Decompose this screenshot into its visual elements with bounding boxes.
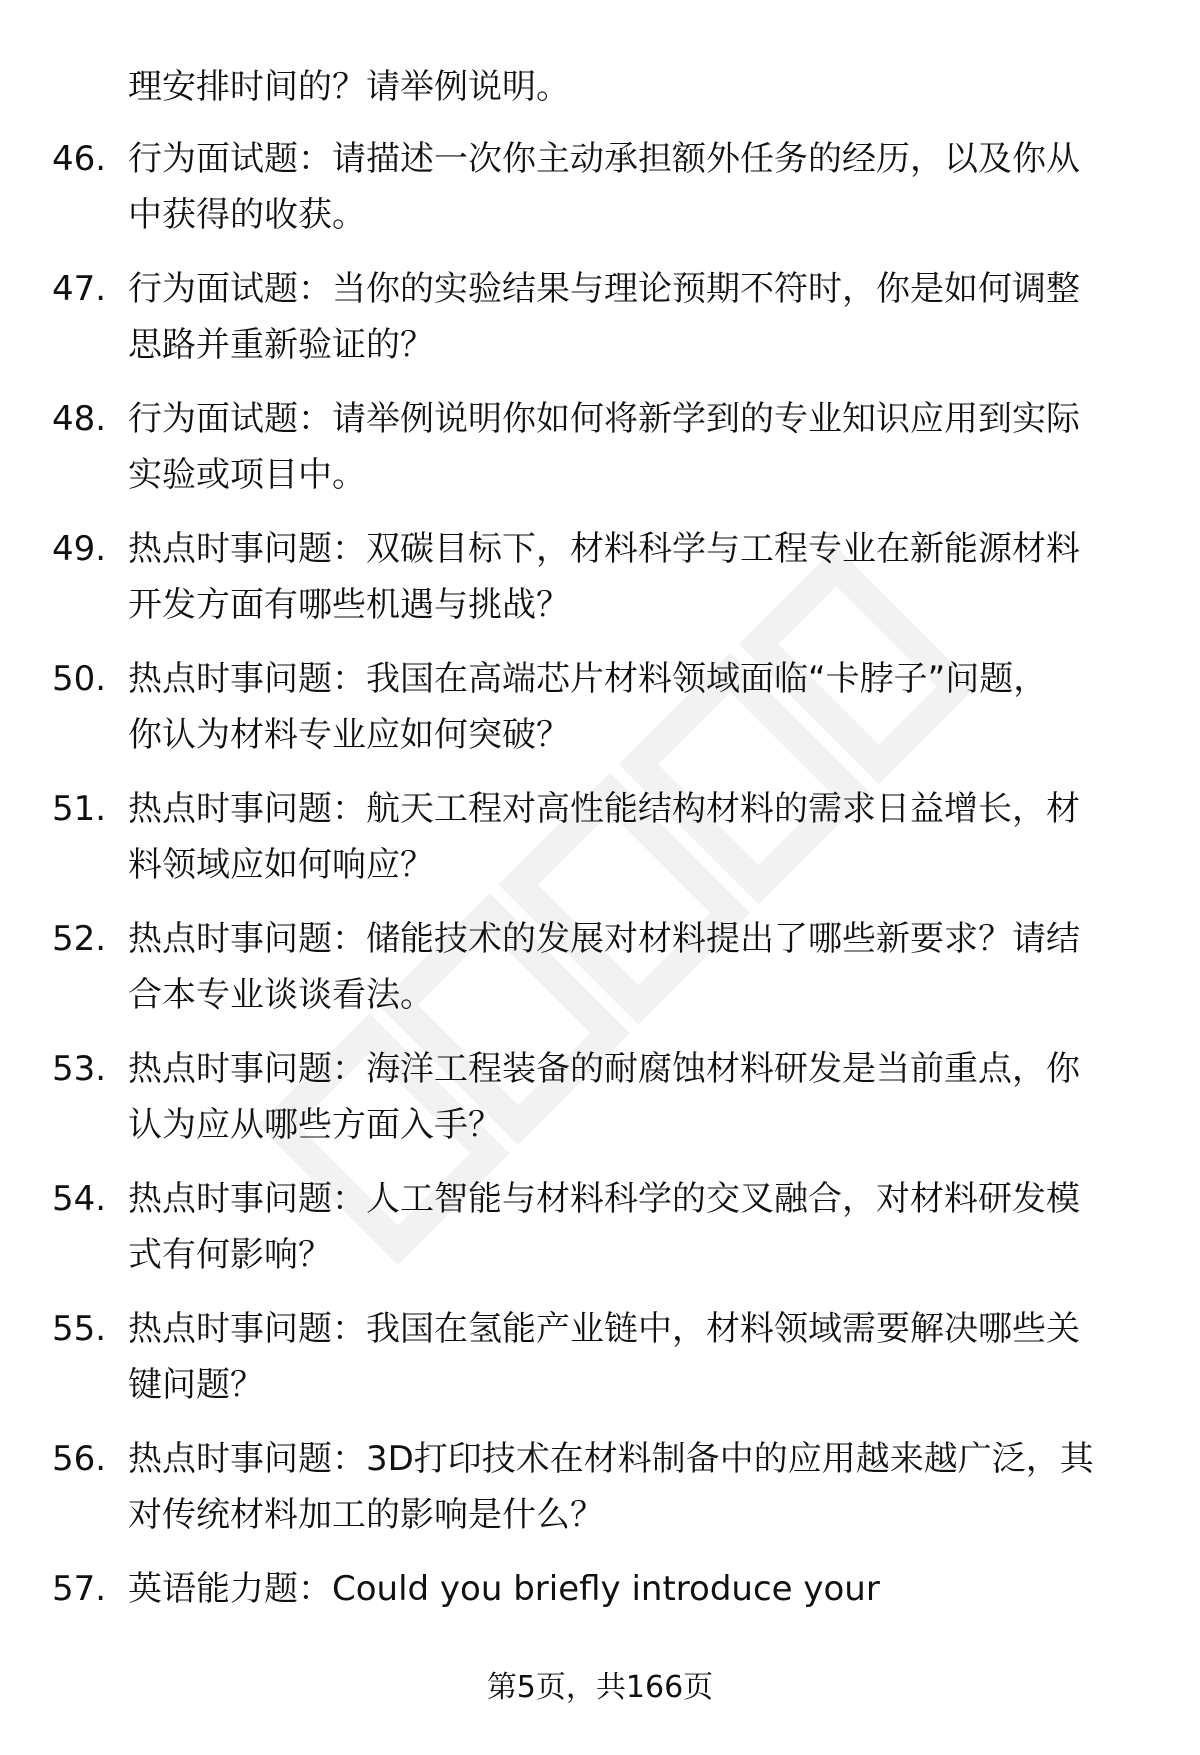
question-number: 49.	[52, 529, 107, 569]
question-number: 55.	[52, 1309, 107, 1349]
question-text: 热点时事问题：海洋工程装备的耐腐蚀材料研发是当前重点，你 认为应从哪些方面入手？	[128, 1049, 1080, 1145]
question-item	[0, 261, 1200, 391]
page-footer: 第5页，共166页	[486, 1670, 714, 1705]
question-text: 热点时事问题：储能技术的发展对材料提出了哪些新要求？请结 合本专业谈谈看法。	[128, 919, 1080, 1015]
question-text: 英语能力题：Could you briefly introduce your	[128, 1569, 880, 1609]
question-text: 行为面试题：当你的实验结果与理论预期不符时，你是如何调整 思路并重新验证的？	[128, 269, 1080, 365]
question-number: 48.	[52, 399, 107, 439]
question-item	[0, 1431, 1200, 1561]
question-item	[0, 651, 1200, 781]
question-number: 47.	[52, 269, 107, 309]
question-number: 50.	[52, 659, 107, 699]
question-item	[0, 911, 1200, 1041]
question-item	[0, 521, 1200, 651]
question-item	[0, 1171, 1200, 1301]
question-number: 46.	[52, 139, 107, 179]
question-text: 热点时事问题：我国在氢能产业链中，材料领域需要解决哪些关 键问题？	[128, 1309, 1080, 1405]
question-number: 57.	[52, 1569, 107, 1609]
question-number: 56.	[52, 1439, 107, 1479]
question-text: 热点时事问题：人工智能与材料科学的交叉融合，对材料研发模 式有何影响？	[128, 1179, 1080, 1275]
question-text: 热点时事问题：航天工程对高性能结构材料的需求日益增长，材 料领域应如何响应？	[128, 789, 1080, 885]
question-text: 行为面试题：请举例说明你如何将新学到的专业知识应用到实际 实验或项目中。	[128, 399, 1080, 495]
question-text: 行为面试题：请描述一次你主动承担额外任务的经历，以及你从 中获得的收获。	[128, 139, 1080, 235]
question-list	[0, 131, 1200, 1691]
question-item	[0, 781, 1200, 911]
question-item	[0, 131, 1200, 261]
continuation-line: 理安排时间的？请举例说明。	[128, 67, 570, 107]
question-number: 53.	[52, 1049, 107, 1089]
question-item	[0, 1301, 1200, 1431]
question-text: 热点时事问题：我国在高端芯片材料领域面临“卡脖子”问题， 你认为材料专业应如何突破？	[128, 659, 1048, 755]
question-number: 51.	[52, 789, 107, 829]
question-item	[0, 1041, 1200, 1171]
question-text: 热点时事问题：3D打印技术在材料制备中的应用越来越广泛，其 对传统材料加工的影响是什么？	[128, 1439, 1094, 1535]
question-text: 热点时事问题：双碳目标下，材料科学与工程专业在新能源材料 开发方面有哪些机遇与挑战？	[128, 529, 1080, 625]
question-number: 54.	[52, 1179, 107, 1219]
question-number: 52.	[52, 919, 107, 959]
question-item	[0, 391, 1200, 521]
